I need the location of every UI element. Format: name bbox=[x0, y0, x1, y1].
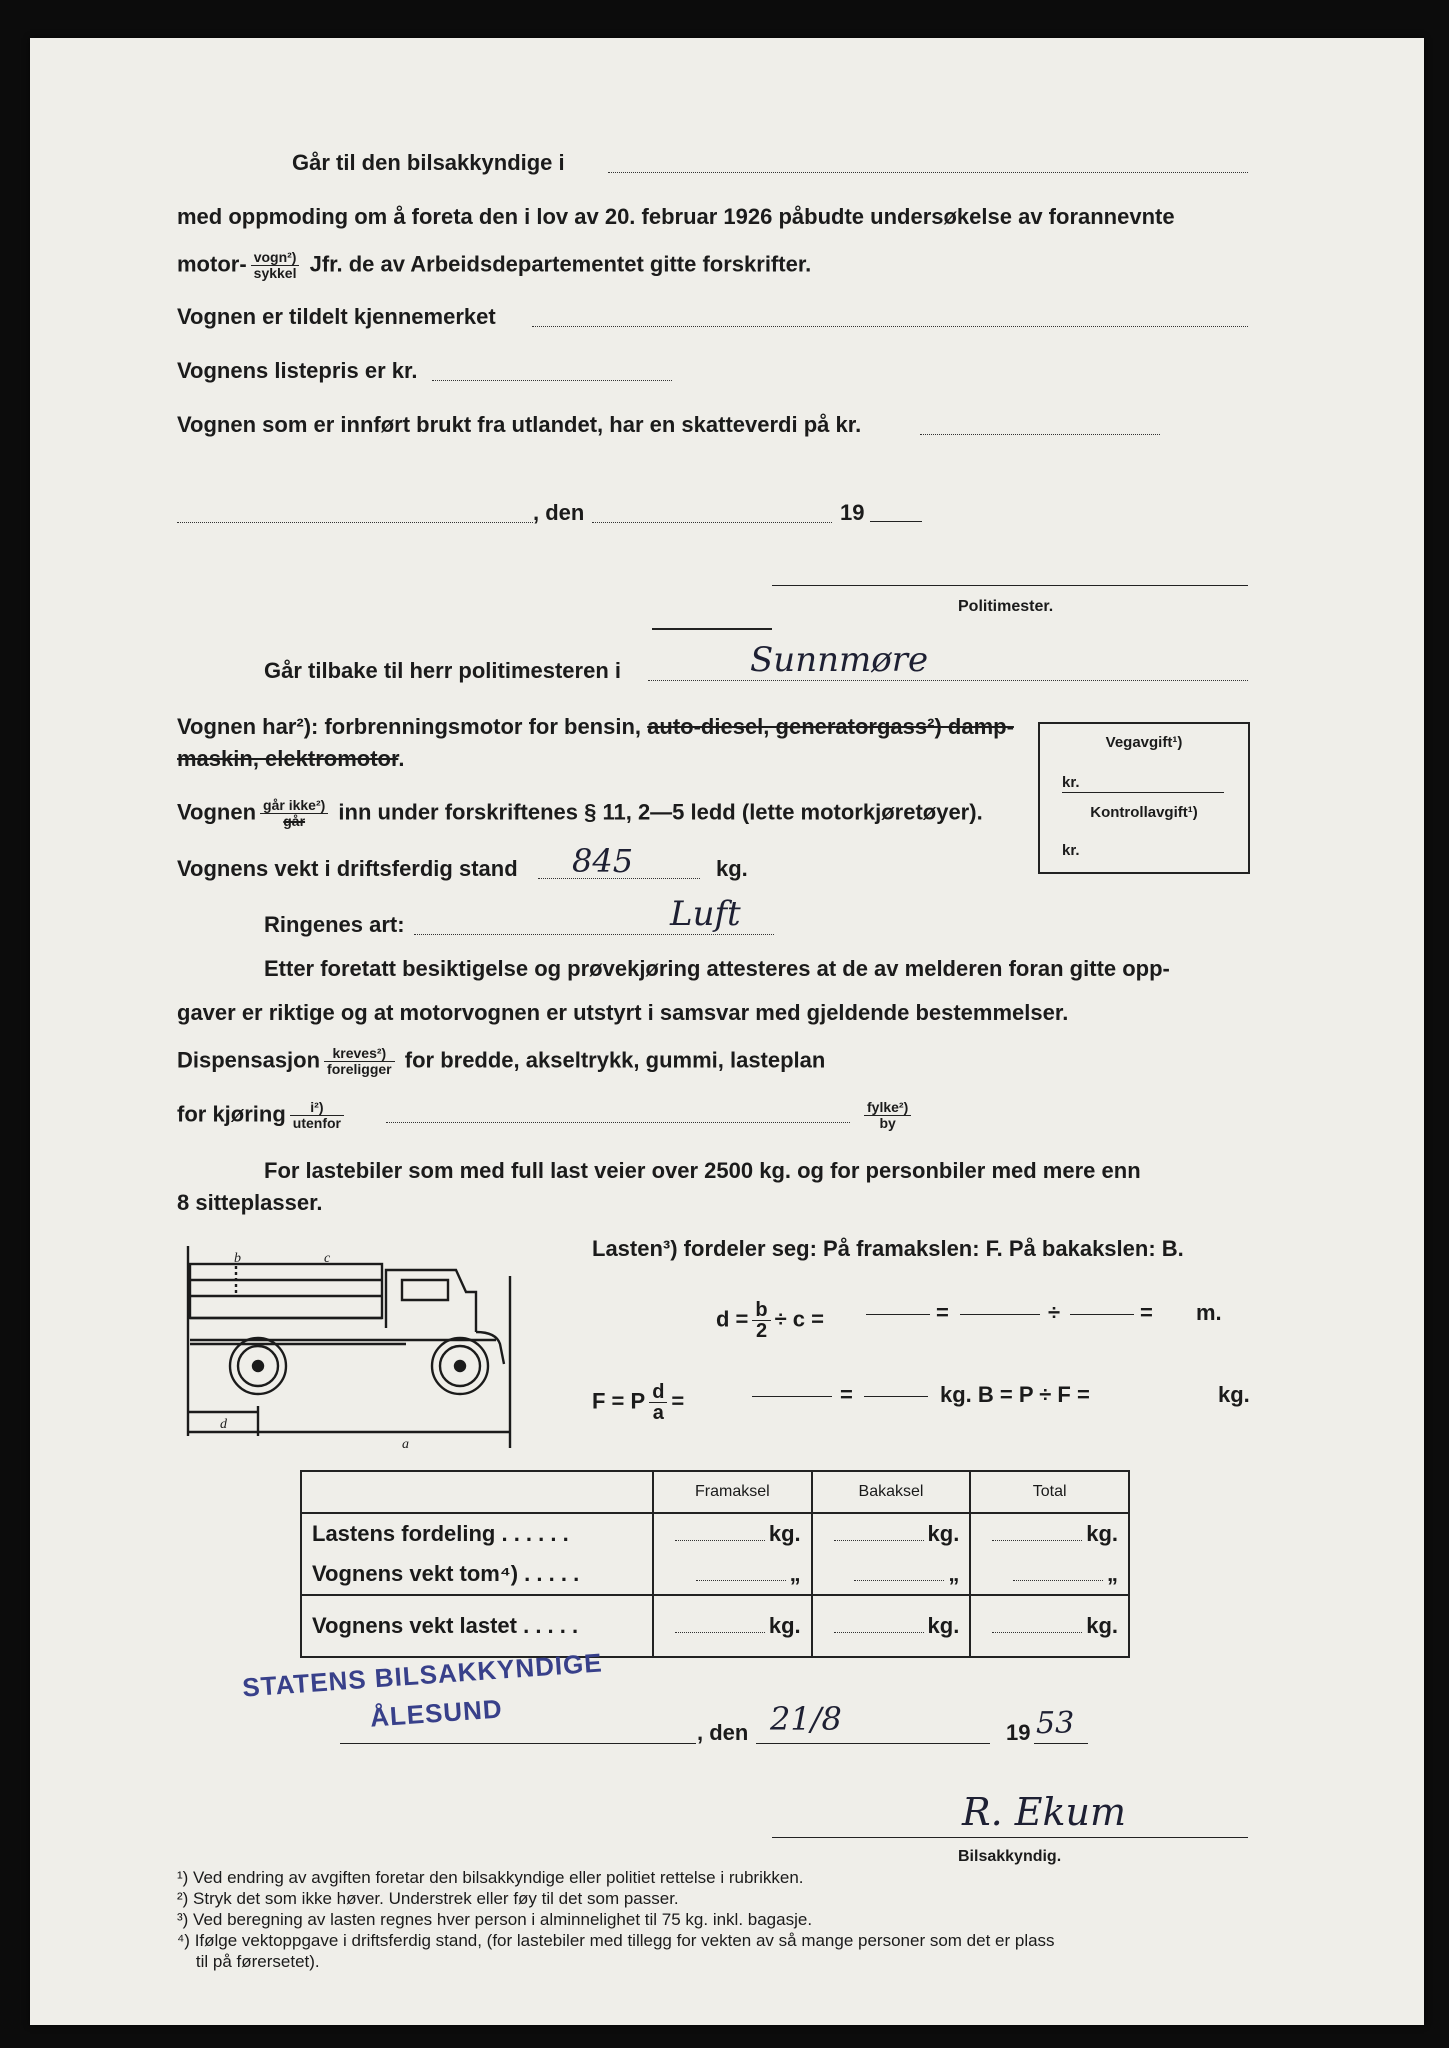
cell-unit: kg. bbox=[927, 1613, 960, 1638]
cell-fram-tom[interactable] bbox=[653, 1554, 812, 1595]
place-field[interactable] bbox=[177, 522, 533, 523]
vegavgift-box bbox=[1038, 722, 1250, 874]
fylke-bottom: by bbox=[879, 1115, 896, 1131]
section-divider bbox=[652, 628, 772, 630]
footnote-4-cont: til på førersetet). bbox=[177, 1952, 320, 1971]
sig-den-label: , den bbox=[697, 1720, 749, 1745]
cell-bak-fordeling[interactable] bbox=[812, 1513, 971, 1554]
kjoring-fraction bbox=[290, 1100, 344, 1131]
kontrollavgift-title: Kontrollavgift¹) bbox=[1090, 804, 1198, 821]
gaar-suffix: inn under forskriftenes § 11, 2—5 ledd (lette motorkjøretøyer). bbox=[338, 799, 983, 825]
cell-unit: kg. bbox=[927, 1521, 960, 1546]
cell-fram-lastet[interactable] bbox=[653, 1595, 812, 1657]
disp-suffix: for bredde, akseltrykk, gummi, lasteplan bbox=[404, 1047, 826, 1073]
cell-unit: kg. bbox=[1086, 1613, 1118, 1638]
attest-line-1: Etter foretatt besiktigelse og prøvekjøring attesteres at de av melderen foran gitte opp- bbox=[264, 956, 1170, 981]
kjoring-label: for kjøring bbox=[177, 1101, 286, 1127]
formula-d-mid: ÷ c = bbox=[774, 1306, 825, 1332]
line2-text: med oppmoding om å foreta den i lov av 20. februar 1926 påbudte undersøkelse av forannevnte bbox=[177, 204, 1175, 229]
truck-load-bed bbox=[190, 1264, 382, 1318]
ringer-label: Ringenes art: bbox=[264, 912, 405, 937]
vekt-unit: kg. bbox=[716, 856, 748, 881]
laste-line-2: 8 sitteplasser. bbox=[177, 1190, 323, 1215]
formula-d-over-a bbox=[649, 1382, 667, 1423]
motor-fraction bbox=[251, 250, 300, 281]
disp-label: Dispensasjon bbox=[177, 1047, 321, 1073]
vegavgift-kr: kr. bbox=[1062, 774, 1080, 791]
date-field[interactable] bbox=[592, 522, 832, 523]
formula-d-equals-a: = bbox=[936, 1300, 949, 1325]
formula-b-over-2 bbox=[752, 1300, 770, 1341]
formula-d-blank-2[interactable] bbox=[960, 1314, 1040, 1315]
gaar-top: går ikke²) bbox=[260, 798, 328, 814]
tilbake-handwritten: Sunnmøre bbox=[750, 640, 929, 680]
formula-f: F = P $\frac{d}{a}$ = bbox=[592, 1381, 685, 1424]
gaar-line bbox=[177, 798, 983, 829]
header-framaksel: Framaksel bbox=[653, 1471, 812, 1513]
fylke-line bbox=[860, 1100, 915, 1131]
motor-suffix: Jfr. de av Arbeidsdepartementet gitte forskrifter. bbox=[309, 251, 812, 277]
vekt-label: Vognens vekt i driftsferdig stand bbox=[177, 856, 518, 881]
listepris-label: Vognens listepris er kr. bbox=[177, 358, 418, 383]
line1-field[interactable] bbox=[608, 172, 1248, 173]
bilsakkyndig-signature-line[interactable] bbox=[772, 1837, 1248, 1838]
disp-fraction bbox=[324, 1046, 395, 1077]
cell-unit: „ bbox=[948, 1561, 960, 1586]
motor-type-struck-a: auto-diesel, generatorgass²) damp- bbox=[647, 714, 1014, 739]
formula-f-start: F = P bbox=[592, 1388, 646, 1414]
motor-type-struck-b: maskin, elektromotor bbox=[177, 746, 399, 771]
footnote-4: ⁴) Ifølge vektoppgave i driftsferdig stand, (for lastebiler med tillegg for vekten av så mange personer som det er plass bbox=[177, 1931, 1055, 1950]
cell-fram-fordeling[interactable] bbox=[653, 1513, 812, 1554]
table-header-row bbox=[301, 1471, 1129, 1513]
formula-f-kg: kg. B = P ÷ F = bbox=[940, 1382, 1090, 1407]
footnote-1: ¹) Ved endring av avgiften foretar den bilsakkyndige eller politiet rettelse i rubrikken. bbox=[177, 1868, 804, 1887]
official-stamp-line1: STATENS BILSAKKYNDIGE bbox=[241, 1647, 604, 1703]
formula-d-unit: m. bbox=[1196, 1300, 1222, 1325]
kontrollavgift-kr: kr. bbox=[1062, 842, 1080, 859]
diagram-label-c: c bbox=[324, 1251, 331, 1266]
stamp-place-line[interactable] bbox=[340, 1743, 696, 1744]
tilbake-label: Går tilbake til herr politimesteren i bbox=[264, 658, 621, 683]
line1-label: Går til den bilsakkyndige i bbox=[292, 150, 565, 175]
cell-unit: kg. bbox=[768, 1613, 801, 1638]
politimester-label: Politimester. bbox=[958, 598, 1054, 615]
motor-prefix: motor- bbox=[177, 251, 247, 277]
formula-f-blank-1[interactable] bbox=[752, 1396, 832, 1397]
fylke-fraction bbox=[864, 1100, 911, 1131]
bilsakkyndig-label: Bilsakkyndig. bbox=[958, 1848, 1062, 1865]
sig-year-prefix: 19 bbox=[1006, 1720, 1031, 1745]
official-stamp-line2: ÅLESUND bbox=[369, 1693, 504, 1733]
load-distribution-table bbox=[300, 1470, 1130, 1658]
skatteverdi-label: Vognen som er innført brukt fra utlandet, har en skatteverdi på kr. bbox=[177, 412, 862, 437]
table-row bbox=[301, 1513, 1129, 1554]
formula-f-a: a bbox=[652, 1402, 664, 1424]
sig-year-handwritten: 53 bbox=[1036, 1706, 1075, 1741]
ringer-handwritten: Luft bbox=[670, 894, 741, 934]
laste-line-1: For lastebiler som med full last veier over 2500 kg. og for personbiler med mere enn bbox=[264, 1158, 1141, 1183]
cell-total-fordeling[interactable] bbox=[970, 1513, 1129, 1554]
formula-2: 2 bbox=[755, 1320, 768, 1342]
cell-unit: „ bbox=[789, 1561, 801, 1586]
skatteverdi-field[interactable] bbox=[920, 434, 1160, 435]
disp-line bbox=[177, 1046, 825, 1077]
kjennemerke-field[interactable] bbox=[532, 326, 1248, 327]
bilsakkyndig-signature: R. Ekum bbox=[962, 1790, 1127, 1834]
tilbake-field[interactable] bbox=[648, 680, 1248, 681]
formula-b: b bbox=[752, 1300, 770, 1321]
formula-f-equals: = bbox=[840, 1382, 853, 1407]
attest-line-2: gaver er riktige og at motorvognen er utstyrt i samsvar med gjeldende bestemmelser. bbox=[177, 1000, 1069, 1025]
header-bakaksel: Bakaksel bbox=[812, 1471, 971, 1513]
motor-type-end: . bbox=[398, 746, 405, 771]
formula-d-equals-b: = bbox=[1140, 1300, 1153, 1325]
cell-total-lastet[interactable] bbox=[970, 1595, 1129, 1657]
diagram-label-a: a bbox=[402, 1437, 409, 1452]
diagram-label-d: d bbox=[220, 1417, 227, 1432]
kjoring-field[interactable] bbox=[386, 1122, 850, 1123]
lasten-line: Lasten³) fordeler seg: På framakslen: F. På bakakslen: B. bbox=[592, 1236, 1184, 1261]
cell-total-tom[interactable] bbox=[970, 1554, 1129, 1595]
cell-bak-tom[interactable] bbox=[812, 1554, 971, 1595]
row-label: Lastens fordeling . . . . . . bbox=[301, 1513, 653, 1554]
cell-unit: kg. bbox=[768, 1521, 801, 1546]
cell-unit: kg. bbox=[1086, 1521, 1118, 1546]
header-total: Total bbox=[970, 1471, 1129, 1513]
sig-date-handwritten: 21/8 bbox=[770, 1700, 842, 1738]
year-prefix: 19 bbox=[840, 500, 865, 525]
gaar-bottom: går bbox=[283, 813, 306, 829]
table-row bbox=[301, 1554, 1129, 1595]
kjoring-bottom: utenfor bbox=[292, 1115, 341, 1131]
motor-type-line-b bbox=[177, 746, 404, 772]
table-corner bbox=[301, 1471, 653, 1513]
sig-year-line[interactable] bbox=[1034, 1743, 1088, 1744]
motor-frac-bottom: sykkel bbox=[253, 265, 297, 281]
disp-bottom: foreligger bbox=[327, 1061, 392, 1077]
vegavgift-title: Vegavgift¹) bbox=[1105, 734, 1183, 751]
diagram-label-b: b bbox=[234, 1251, 241, 1266]
kjoring-line bbox=[177, 1100, 348, 1131]
kjennemerke-label: Vognen er tildelt kjennemerket bbox=[177, 304, 496, 329]
motor-frac-top: vogn²) bbox=[251, 250, 300, 266]
truck-diagram bbox=[176, 1236, 556, 1456]
formula-f-kg2: kg. bbox=[1218, 1382, 1250, 1407]
cell-unit: „ bbox=[1107, 1561, 1118, 1586]
formula-f-blank-2[interactable] bbox=[864, 1396, 928, 1397]
table-row bbox=[301, 1595, 1129, 1657]
sig-date-line[interactable] bbox=[756, 1743, 990, 1744]
motor-type-line-a bbox=[177, 714, 1014, 740]
kjoring-top: i²) bbox=[290, 1100, 344, 1116]
year-field[interactable] bbox=[870, 521, 922, 522]
footnote-2: ²) Stryk det som ikke høver. Understrek eller føy til det som passer. bbox=[177, 1889, 679, 1908]
row-label: Vognens vekt lastet . . . . . bbox=[301, 1595, 653, 1657]
listepris-field[interactable] bbox=[432, 380, 672, 381]
formula-d-blank-1[interactable] bbox=[866, 1314, 930, 1315]
motor-line bbox=[177, 250, 811, 281]
formula-d-start: d = bbox=[716, 1306, 749, 1332]
row-label: Vognens vekt tom⁴) . . . . . bbox=[301, 1554, 653, 1595]
formula-d bbox=[716, 1300, 824, 1341]
politimester-signature-line[interactable] bbox=[772, 585, 1248, 586]
vegavgift-field[interactable] bbox=[1062, 792, 1224, 793]
fylke-top: fylke²) bbox=[864, 1100, 911, 1116]
footnote-3: ³) Ved beregning av lasten regnes hver person i alminnelighet til 75 kg. inkl. bagasje. bbox=[177, 1910, 813, 1929]
formula-d-div: ÷ bbox=[1048, 1300, 1061, 1325]
vekt-handwritten: 845 bbox=[572, 842, 634, 880]
vognen-label: Vognen bbox=[177, 799, 257, 825]
formula-f-d: d bbox=[649, 1382, 667, 1403]
ringer-field[interactable] bbox=[414, 934, 774, 935]
formula-d-blank-3[interactable] bbox=[1070, 1314, 1134, 1315]
gaar-fraction bbox=[260, 798, 328, 829]
motor-type-text: Vognen har²): forbrenningsmotor for bensin, bbox=[177, 714, 642, 739]
cell-bak-lastet[interactable] bbox=[812, 1595, 971, 1657]
den-label: , den bbox=[533, 500, 585, 525]
disp-top: kreves²) bbox=[324, 1046, 395, 1062]
